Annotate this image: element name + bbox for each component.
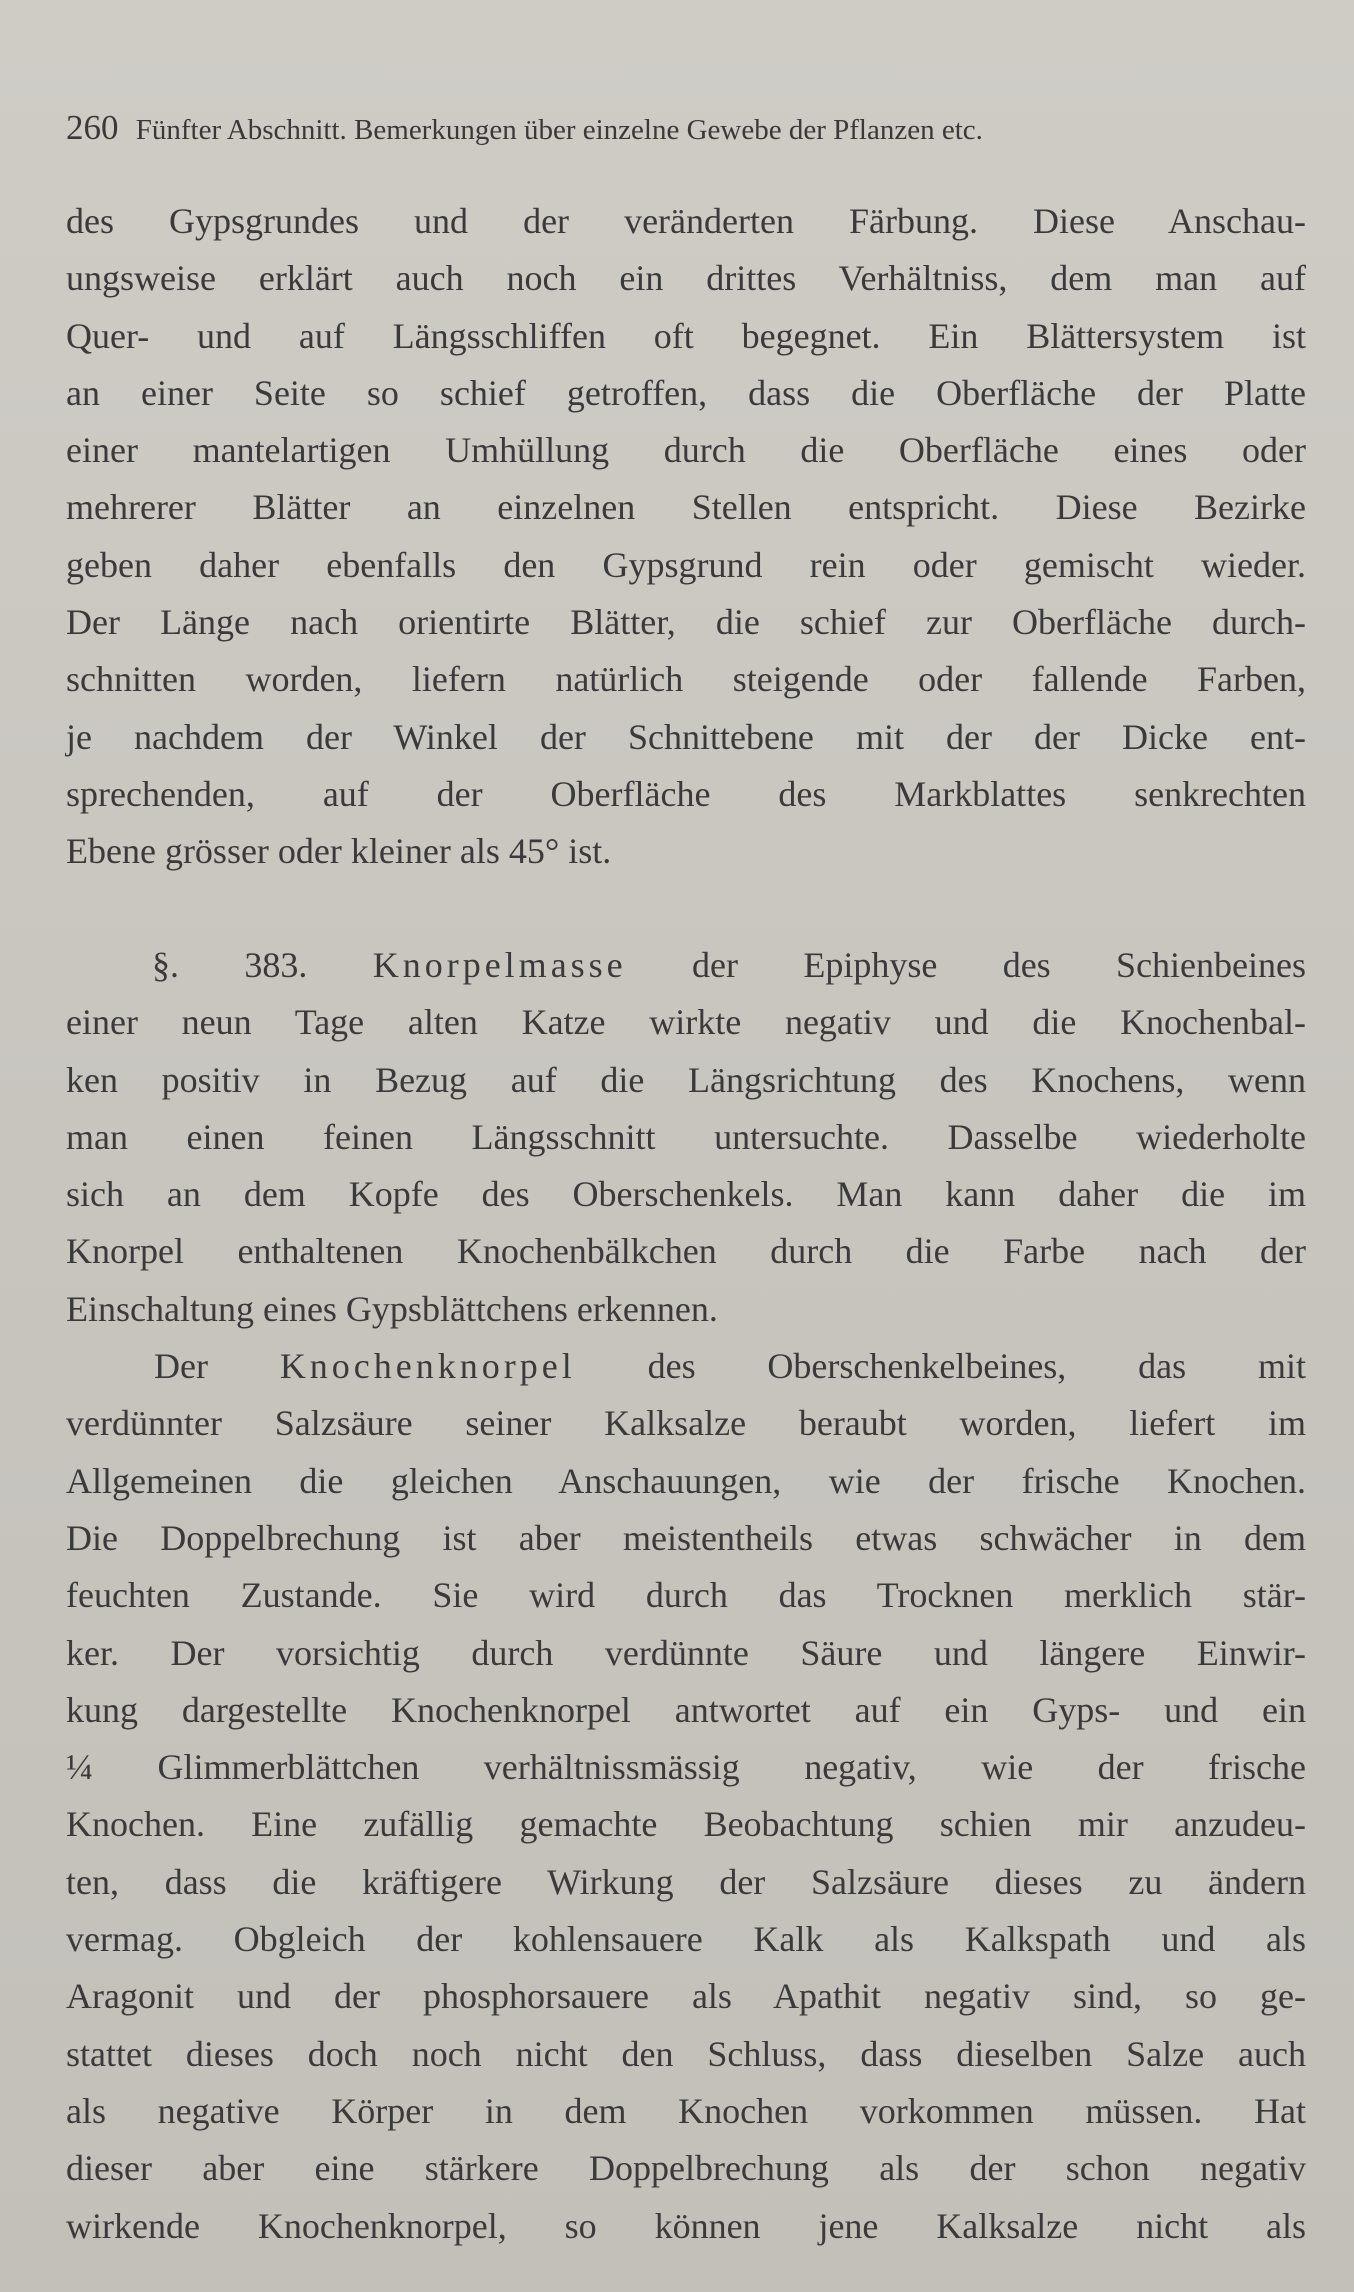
emphasized-term: Knorpelmasse bbox=[372, 945, 627, 985]
section-383 bbox=[66, 937, 1306, 2255]
text-line: ker. Der vorsichtig durch verdünnte Säure und längere Einwir- bbox=[66, 1632, 1306, 1673]
section-heading-line bbox=[66, 937, 1306, 994]
text-fragment: Glimmerblättchen verhältnissmässig negativ, wie der frische bbox=[157, 1747, 1306, 1788]
text-line: schnitten worden, liefern natürlich steigende oder fallende Farben, bbox=[66, 659, 1306, 700]
text-line: dieser aber eine stärkere Doppelbrechung als der schon negativ bbox=[66, 2148, 1306, 2189]
text-line: man einen feinen Längsschnitt untersuchte. Dasselbe wiederholte bbox=[66, 1116, 1306, 1157]
fraction: ¼ bbox=[66, 1747, 93, 1788]
text-line: geben daher ebenfalls den Gypsgrund rein oder gemischt wieder. bbox=[66, 544, 1306, 585]
text-line: sprechenden, auf der Oberfläche des Markblattes senkrechten bbox=[66, 773, 1306, 814]
text-line: als negative Körper in dem Knochen vorkommen müssen. Hat bbox=[66, 2090, 1306, 2131]
text-line: des Gypsgrundes und der veränderten Färbung. Diese Anschau- bbox=[66, 201, 1306, 241]
text-line: Ebene grösser oder kleiner als 45° ist. bbox=[66, 831, 612, 872]
text-line: verdünnter Salzsäure seiner Kalksalze beraubt worden, liefert im bbox=[66, 1403, 1306, 1444]
text-line: vermag. Obgleich der kohlensauere Kalk als Kalkspath und als bbox=[66, 1919, 1306, 1960]
text-line: Einschaltung eines Gypsblättchens erkennen. bbox=[66, 1288, 718, 1329]
text-line: an einer Seite so schief getroffen, dass die Oberfläche der Platte bbox=[66, 372, 1306, 413]
section-number: §. 383. bbox=[152, 945, 308, 985]
text-line: Der Länge nach orientirte Blätter, die schief zur Oberfläche durch- bbox=[66, 602, 1306, 643]
fraction-line bbox=[66, 1739, 1306, 1796]
running-header bbox=[66, 108, 1310, 150]
emphasized-term: Knochenknorpel bbox=[279, 1346, 576, 1387]
text-line: Knochen. Eine zufällig gemachte Beobachtung schien mir anzudeu- bbox=[66, 1804, 1306, 1845]
text-line: stattet dieses doch noch nicht den Schluss, dass dieselben Salze auch bbox=[66, 2033, 1306, 2074]
text-line: Allgemeinen die gleichen Anschauungen, wie der frische Knochen. bbox=[66, 1460, 1306, 1501]
text-line: einer neun Tage alten Katze wirkte negativ und die Knochenbal- bbox=[66, 1002, 1306, 1043]
text-fragment: des Oberschenkelbeines, das mit bbox=[647, 1346, 1306, 1387]
text-line: Die Doppelbrechung ist aber meistentheils etwas schwächer in dem bbox=[66, 1517, 1306, 1558]
text-line: einer mantelartigen Umhüllung durch die Oberfläche eines oder bbox=[66, 430, 1306, 471]
text-line: Quer- und auf Längsschliffen oft begegnet. Ein Blättersystem ist bbox=[66, 315, 1306, 356]
paragraph-1 bbox=[66, 193, 1306, 881]
text-line: Aragonit und der phosphorsauere als Apathit negativ sind, so ge- bbox=[66, 1976, 1306, 2017]
paragraph-3-first-line bbox=[66, 1338, 1306, 1395]
text-line: sich an dem Kopfe des Oberschenkels. Man kann daher die im bbox=[66, 1174, 1306, 1215]
text-line: wirkende Knochenknorpel, so können jene Kalksalze nicht als bbox=[66, 2205, 1306, 2246]
text-line: Knorpel enthaltenen Knochenbälkchen durch die Farbe nach der bbox=[66, 1231, 1306, 1272]
text-line: je nachdem der Winkel der Schnittebene mit der der Dicke ent- bbox=[66, 716, 1306, 757]
text-line: ken positiv in Bezug auf die Längsrichtung des Knochens, wenn bbox=[66, 1059, 1306, 1100]
text-fragment: Der bbox=[154, 1346, 208, 1387]
text-fragment: der Epiphyse des Schienbeines bbox=[692, 945, 1306, 985]
text-line: ungsweise erklärt auch noch ein drittes Verhältniss, dem man auf bbox=[66, 258, 1306, 299]
page-number: 260 bbox=[66, 108, 119, 147]
text-line: mehrerer Blätter an einzelnen Stellen entspricht. Diese Bezirke bbox=[66, 487, 1306, 528]
text-line: ten, dass die kräftigere Wirkung der Salzsäure dieses zu ändern bbox=[66, 1861, 1306, 1902]
running-title: Fünfter Abschnitt. Bemerkungen über einzelne Gewebe der Pflanzen etc. bbox=[135, 114, 983, 146]
text-line: kung dargestellte Knochenknorpel antwortet auf ein Gyps- und ein bbox=[66, 1689, 1306, 1730]
text-line: feuchten Zustande. Sie wird durch das Trocknen merklich stär- bbox=[66, 1575, 1306, 1616]
